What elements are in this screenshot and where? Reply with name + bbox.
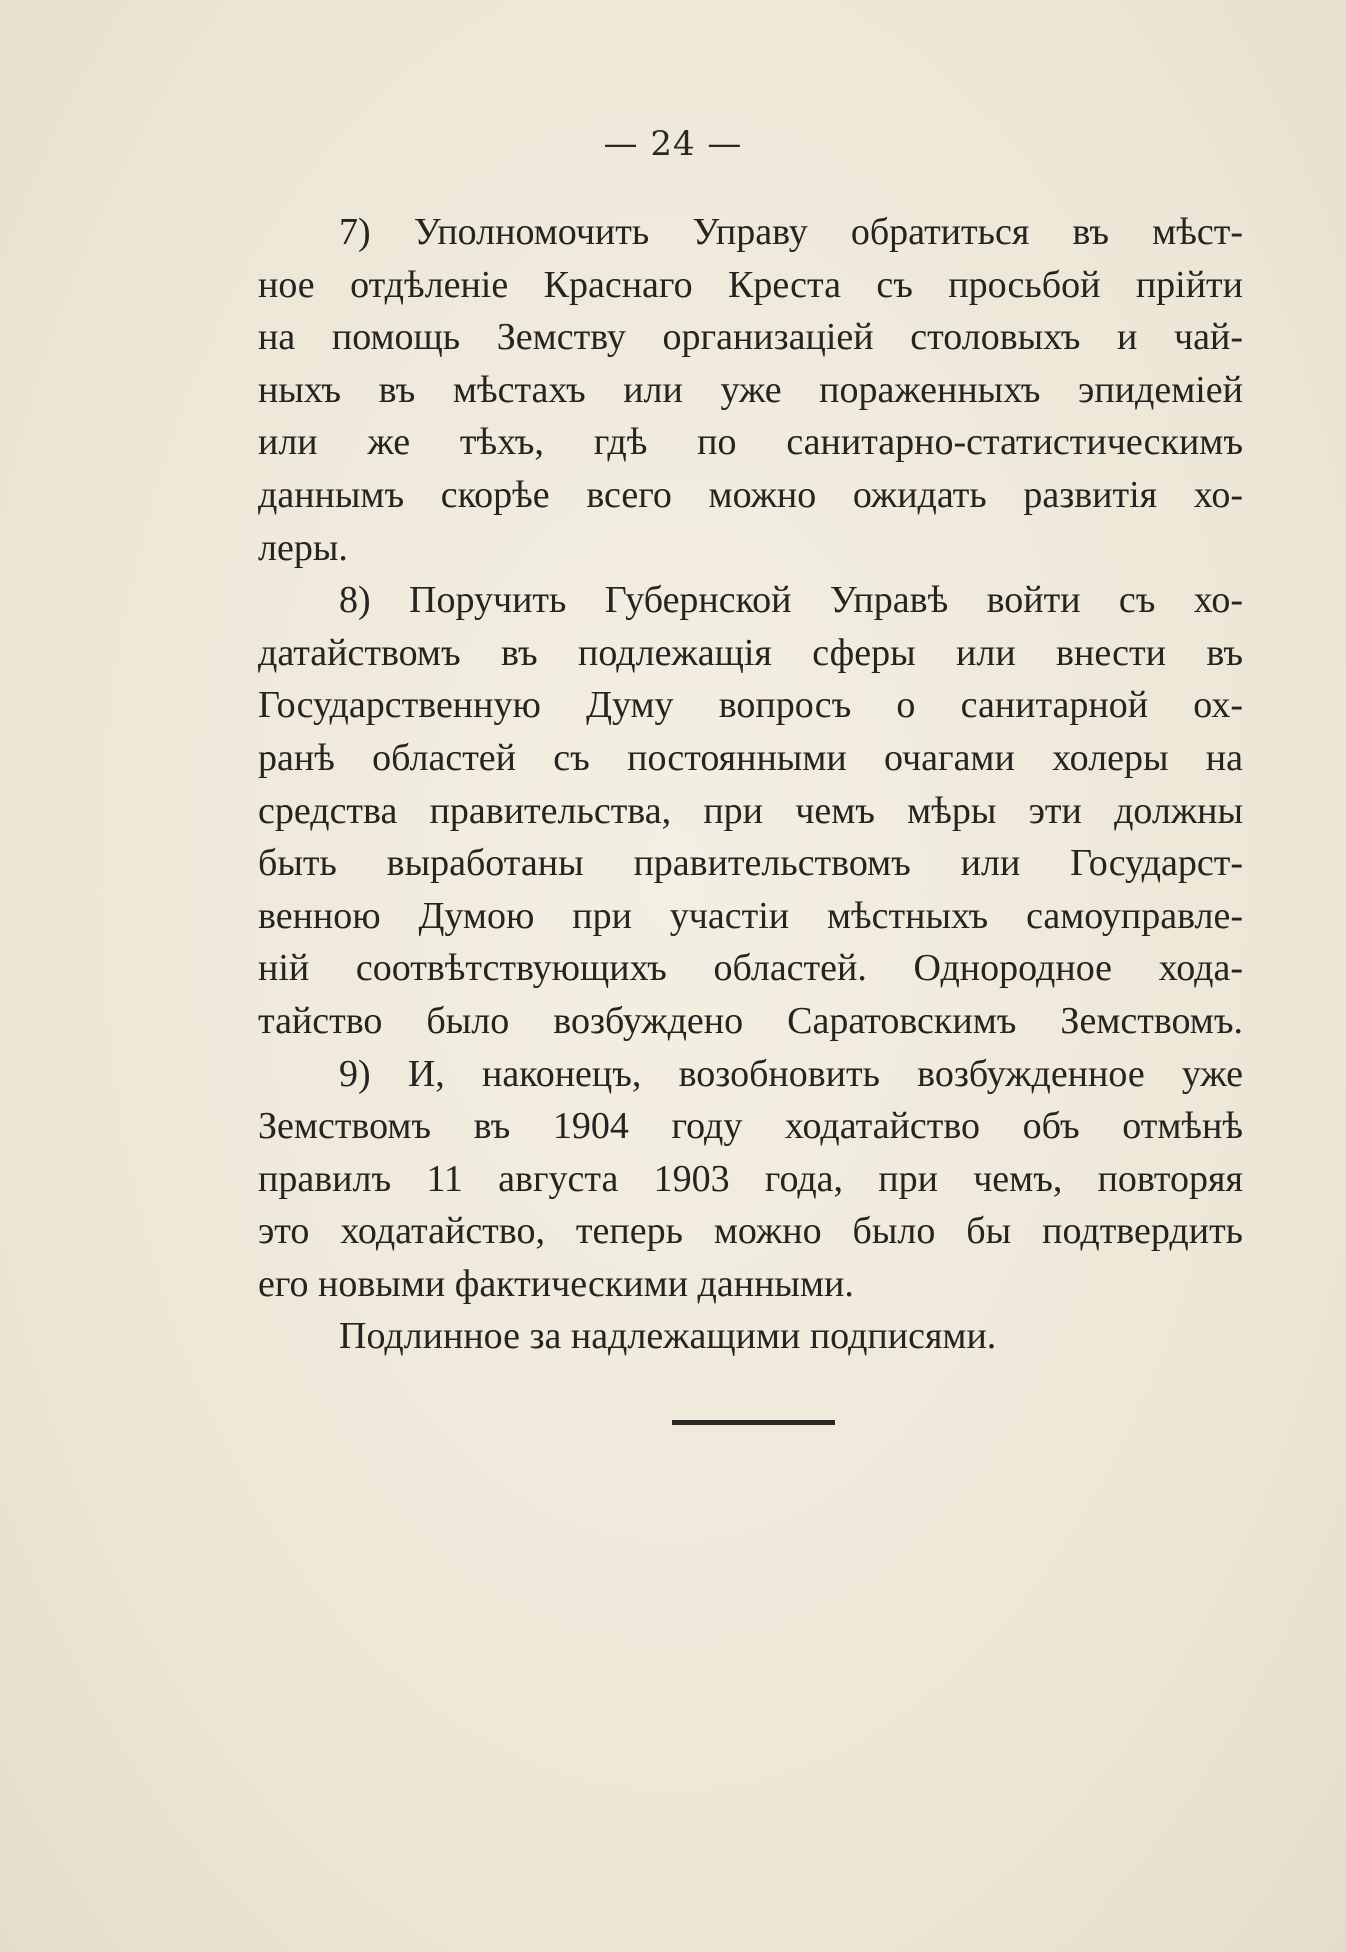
page-number: — 24 — bbox=[603, 124, 743, 164]
text-line: леры. bbox=[258, 526, 348, 569]
text-line: венною Думою при участіи мѣстныхъ самоуправле- bbox=[258, 894, 1243, 937]
text-line: ранѣ областей съ постоянными очагами холеры на bbox=[258, 736, 1243, 779]
text-line: тайство было возбуждено Саратовскимъ Земствомъ. bbox=[258, 999, 1243, 1042]
text-line: 8) Поручить Губернской Управѣ войти съ хо- bbox=[339, 579, 1243, 622]
text-line: быть выработаны правительствомъ или Государст- bbox=[258, 842, 1243, 885]
text-line: 7) Уполномочить Управу обратиться въ мѣст- bbox=[339, 211, 1243, 253]
text-line: это ходатайство, теперь можно было бы подтвердить bbox=[258, 1210, 1243, 1253]
text-line: или же тѣхъ, гдѣ по санитарно-статистическимъ bbox=[258, 421, 1243, 464]
text-line: Государственную Думу вопросъ о санитарной ох- bbox=[258, 684, 1243, 727]
text-line: средства правительства, при чемъ мѣры эти должны bbox=[258, 789, 1243, 832]
text-line: ное отдѣленіе Краснаго Креста съ просьбой прійти bbox=[258, 263, 1243, 306]
closing-rule bbox=[672, 1420, 835, 1425]
text-line: датайствомъ въ подлежащія сферы или внести въ bbox=[258, 631, 1243, 674]
text-line: на помощь Земству организаціей столовыхъ и чай- bbox=[258, 316, 1243, 359]
text-line: даннымъ скорѣе всего можно ожидать развитія хо- bbox=[258, 473, 1243, 516]
text-line: ныхъ въ мѣстахъ или уже пораженныхъ эпидеміей bbox=[258, 368, 1243, 411]
text-line: Земствомъ въ 1904 году ходатайство объ отмѣнѣ bbox=[258, 1105, 1243, 1148]
text-line: его новыми фактическими данными. bbox=[258, 1262, 854, 1305]
body-text bbox=[258, 206, 1243, 1363]
text-line: 9) И, наконецъ, возобновить возбужденное уже bbox=[339, 1052, 1243, 1095]
closing-line: Подлинное за надлежащими подписями. bbox=[339, 1315, 997, 1358]
text-line: правилъ 11 августа 1903 года, при чемъ, повторяя bbox=[258, 1157, 1243, 1200]
text-line: ній соотвѣтствующихъ областей. Однородное хода- bbox=[258, 947, 1243, 990]
